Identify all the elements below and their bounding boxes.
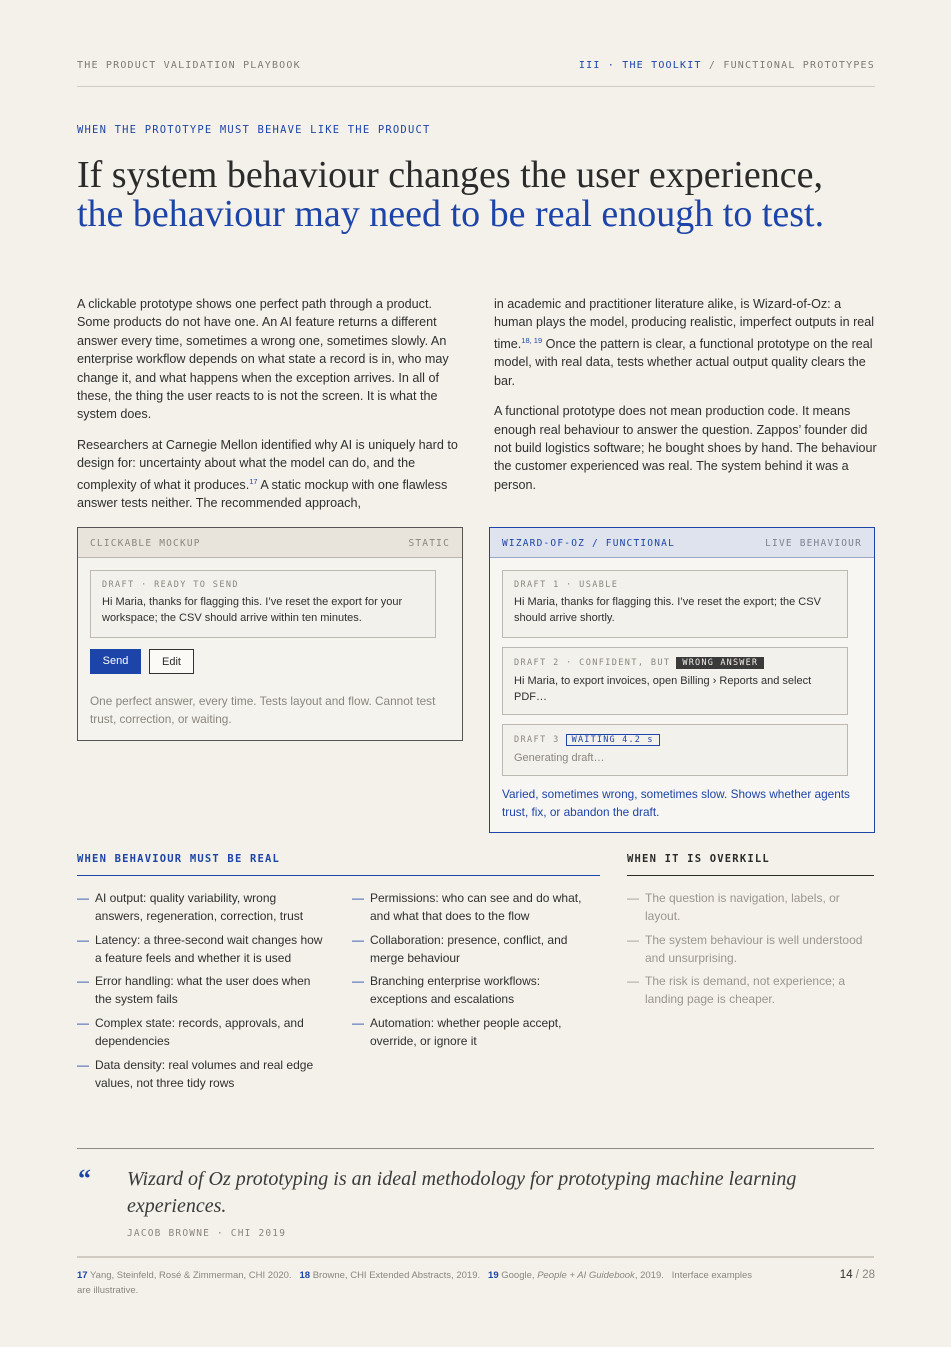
footer-divider — [77, 1256, 874, 1258]
card-title: WIZARD-OF-OZ / FUNCTIONAL — [502, 538, 675, 549]
list-item: — Branching enterprise workflows: exceptions and escalations — [352, 974, 541, 1006]
paragraph: A functional prototype does not mean production code. It means enough real behaviour to answer the question. Zappos’ founder did not build logistics software; he bought shoes by hand. The behaviour the customer experienced was real. The system behind it was a person. — [494, 404, 877, 492]
paragraph: A clickable prototype shows one perfect path through a product. Some products do not have one. An AI feature returns a different answer every time, sometimes a wrong one, sometimes slowly. An enterprise workflow depends on what state a record is in, who may change it, and what happens when the exception arrives. In all of these, the thing the user reacts to is not the screen. It is what the system does. — [77, 297, 449, 422]
page-number: 14 / 28 — [839, 1269, 875, 1281]
footnote-ref[interactable]: 18, 19 — [521, 335, 543, 345]
footnotes: 17 Yang, Steinfeld, Rosé & Zimmerman, CHI 2020. 18 Browne, CHI Extended Abstracts, 2019. 19 Google, People + AI Guidebook, 2019. Interface examples are illustrative. — [77, 1270, 753, 1296]
list-item: — Data density: real volumes and real edge values, not three tidy rows — [77, 1058, 314, 1090]
draft-text: Hi Maria, thanks for flagging this. I’ve reset the export for your workspace; the CSV should arrive within ten minutes. — [102, 596, 403, 624]
draft-box — [90, 570, 436, 638]
draft-text: Hi Maria, to export invoices, open Billing › Reports and select PDF… — [514, 675, 812, 703]
list-item: — Automation: whether people accept, override, or ignore it — [352, 1016, 562, 1048]
card-tag: LIVE BEHAVIOUR — [765, 538, 862, 549]
card-header — [490, 528, 874, 558]
footnote-ref[interactable]: 17 — [249, 476, 258, 486]
footnote-number: 19 — [488, 1270, 499, 1281]
list-item: — Complex state: records, approvals, and dependencies — [77, 1016, 304, 1048]
quote-attribution: JACOB BROWNE · CHI 2019 — [127, 1228, 287, 1239]
subsection-label: FUNCTIONAL PROTOTYPES — [723, 60, 875, 71]
list-item: — The question is navigation, labels, or layout. — [627, 891, 840, 923]
list-item: — The risk is demand, not experience; a landing page is cheaper. — [627, 974, 846, 1006]
page-title — [77, 156, 837, 234]
footnote-number: 17 — [77, 1270, 88, 1281]
body-column-left — [77, 295, 460, 525]
list-item: — The system behaviour is well understood and unsurprising. — [627, 933, 863, 965]
draft-text: Generating draft… — [514, 752, 605, 764]
wrong-answer-badge: WRONG ANSWER — [676, 657, 764, 669]
send-button[interactable]: Send — [90, 649, 141, 674]
list-item: — Collaboration: presence, conflict, and merge behaviour — [352, 933, 568, 965]
card-caption: Varied, sometimes wrong, sometimes slow. Shows whether agents trust, fix, or abandon the draft. — [502, 787, 850, 819]
draft-box — [502, 724, 848, 776]
card-caption: One perfect answer, every time. Tests layout and flow. Cannot test trust, correction, or waiting. — [90, 694, 436, 726]
quote-divider — [77, 1148, 874, 1149]
running-header — [77, 60, 875, 87]
card-tag: STATIC — [408, 538, 450, 549]
draft-text: Hi Maria, thanks for flagging this. I’ve reset the export; the CSV should arrive shortly. — [514, 596, 821, 624]
title-plain: If system behaviour changes the user experience, — [77, 154, 823, 196]
list-item: — Latency: a three-second wait changes how a feature feels and whether it is used — [77, 933, 323, 965]
clickable-mockup-card — [77, 527, 463, 741]
title-highlight: the behaviour may need to be real enough to test. — [77, 193, 825, 235]
card-header — [78, 528, 462, 558]
quote-mark: “ — [78, 1164, 91, 1193]
paragraph: Researchers at Carnegie Mellon identified why AI is uniquely hard to design for: uncertainty about what the model can do, and the complexity of what it produces.$^{17}$ A static mockup with one flawless answer tests neither. The recommended approach, — [77, 437, 458, 511]
draft-box — [502, 570, 848, 638]
draft-label: DRAFT 2 · CONFIDENT, BUT WRONG ANSWER — [514, 657, 836, 669]
pull-quote: Wizard of Oz prototyping is an ideal methodology for prototyping machine learning experiences. — [127, 1168, 797, 1217]
draft-box — [502, 647, 848, 715]
list-item: — AI output: quality variability, wrong answers, regeneration, correction, trust — [77, 891, 304, 923]
list-item: — Error handling: what the user does when the system fails — [77, 974, 311, 1006]
section-label: III · THE TOOLKIT — [578, 60, 702, 71]
list-item: — Permissions: who can see and do what, and what that does to the flow — [352, 891, 582, 923]
draft-label: DRAFT 1 · USABLE — [514, 580, 619, 590]
wizard-of-oz-card — [489, 527, 875, 833]
list-heading: WHEN BEHAVIOUR MUST BE REAL — [77, 853, 600, 876]
section-breadcrumb — [579, 60, 875, 71]
book-title: THE PRODUCT VALIDATION PLAYBOOK — [77, 60, 301, 71]
draft-label: DRAFT 3 WAITING 4.2 s — [514, 734, 836, 746]
draft-label: DRAFT · READY TO SEND — [102, 580, 239, 590]
breadcrumb-separator: / — [708, 60, 717, 71]
section-kicker: WHEN THE PROTOTYPE MUST BEHAVE LIKE THE PRODUCT — [77, 124, 431, 136]
paragraph: in academic and practitioner literature alike, is Wizard-of-Oz: a human plays the model, producing realistic, imperfect outputs in real time.$^{18, 19}$ Once the pattern is clear, a functional prototype on the real model, with real data, tests whether actual output quality clears the bar. — [494, 297, 875, 388]
waiting-badge: WAITING 4.2 s — [566, 734, 660, 746]
body-column-right — [494, 295, 877, 506]
footnote-number: 18 — [299, 1270, 311, 1281]
list-heading: WHEN IT IS OVERKILL — [627, 853, 874, 876]
edit-button[interactable]: Edit — [149, 649, 194, 674]
card-title: CLICKABLE MOCKUP — [90, 538, 201, 549]
